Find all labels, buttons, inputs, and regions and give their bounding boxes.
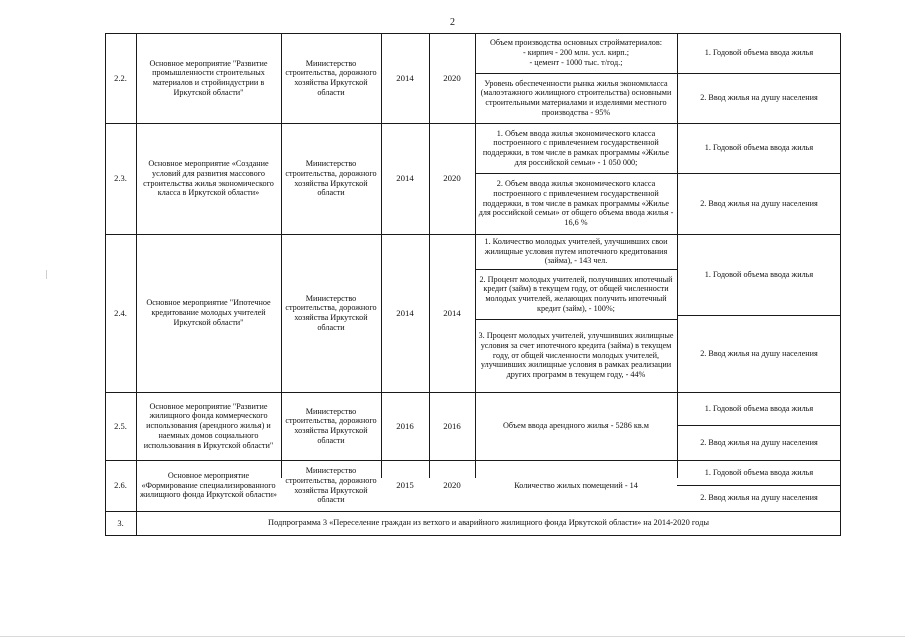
target-indicator: 2. Ввод жилья на душу населения [700,493,818,503]
activity-name: Основное мероприятие «Формирование специализированного жилищного фонда Иркутской области» [139,470,278,500]
start-year: 2014 [396,307,414,318]
target-indicator: 2. Ввод жилья на душу населения [700,198,818,208]
target-indicator: 1. Годовой объема ввода жилья [704,143,814,153]
start-year: 2015 [396,480,414,491]
end-year: 2014 [443,307,461,318]
expected-result: 2. Объем ввода жилья экономического класса построенного с привлечением государственной поддержки, в том числе в рамках программы «Жилье для российской семьи» от общего объема ввода жилья - 16,6 % [478,179,674,227]
end-year: 2016 [443,420,461,431]
end-year: 2020 [443,72,461,83]
target-indicator: 1. Годовой объема ввода жилья [704,269,814,279]
target-indicator: 1. Годовой объема ввода жилья [704,403,814,413]
expected-result: Количество жилых помещений - 14 [514,480,638,490]
target-indicator: 2. Ввод жилья на душу населения [700,348,818,358]
activity-name: Основное мероприятие "Развитие промышленности строительных материалов и стройиндустрии в Иркутской области" [149,58,268,97]
target-indicator: 2. Ввод жилья на душу населения [700,437,818,447]
expected-result: Уровень обеспеченности рынка жилья экономкласса (малоэтажного жилищного строительства) основными строительными материалами и изделиями местного производства - 95% [480,78,672,117]
start-year: 2014 [396,72,414,83]
row-number: 2.4. [114,307,127,318]
executor: Министерство строительства, дорожного хозяйства Иркутской области [285,159,377,198]
activities-table [105,33,841,536]
expected-result: Объем ввода арендного жилья - 5286 кв.м [503,421,649,431]
executor: Министерство строительства, дорожного хозяйства Иркутской области [285,406,377,445]
start-year: 2016 [396,420,414,431]
expected-result: 3. Процент молодых учителей, улучшивших жилищные условия за счет ипотечного кредита (займа) в текущем году, от общей численности молодых учителей, улучшивших жилищные условия в рамках реализации других программ в текущем году, - 44% [478,331,674,379]
executor: Министерство строительства, дорожного хозяйства Иркутской области [285,58,377,97]
activity-name: Основное мероприятие "Развитие жилищного фонда коммерческого использования (арендного жилья) и наемных домов социального использования в Иркутской области" [143,401,274,450]
row-number: 2.6. [114,480,127,491]
subprogram-number: 3. [117,517,124,528]
row-number: 2.5. [114,420,127,431]
scan-artifact [46,270,47,279]
page-number: 2 [450,17,455,28]
row-number: 2.2. [114,72,127,83]
expected-result: 1. Количество молодых учителей, улучшивших свои жилищные условия путем ипотечного кредитования (займа), - 143 чел. [484,236,668,266]
activity-name: Основное мероприятие «Создание условий для развития массового строительства жилья экономического класса в Иркутской области» [143,159,274,198]
expected-result: Объем производства основных стройматериалов: - кирпич - 200 млн. усл. кирп.; - цемент - 1000 тыс. т/год.; [489,38,663,67]
scan-artifact [0,636,905,637]
target-indicator: 1. Годовой объема ввода жилья [704,467,814,477]
activity-name: Основное мероприятие "Ипотечное кредитование молодых учителей Иркутской области" [146,298,271,327]
expected-result: 2. Процент молодых учителей, получивших ипотечный кредит (займ) в текущем году, от общей численности молодых учителей, желающих получить ипотечный кредит (займ), - 100%; [479,274,673,313]
subprogram-title: Подпрограмма 3 «Переселение граждан из ветхого и аварийного жилищного фонда Иркутской области» на 2014-2020 годы [268,518,709,528]
target-indicator: 1. Годовой объема ввода жилья [704,48,814,58]
executor: Министерство строительства, дорожного хозяйства Иркутской области [285,466,377,505]
end-year: 2020 [443,480,461,491]
expected-result: 1. Объем ввода жилья экономического класса построенного с привлечением государственной поддержки, в том числе в рамках программы «Жилье для российской семьи» - 1 050 000; [482,128,670,167]
table-border-bottom [105,535,841,536]
target-indicator: 2. Ввод жилья на душу населения [700,93,818,103]
end-year: 2020 [443,173,461,184]
executor: Министерство строительства, дорожного хозяйства Иркутской области [285,293,377,332]
start-year: 2014 [396,173,414,184]
row-number: 2.3. [114,173,127,184]
